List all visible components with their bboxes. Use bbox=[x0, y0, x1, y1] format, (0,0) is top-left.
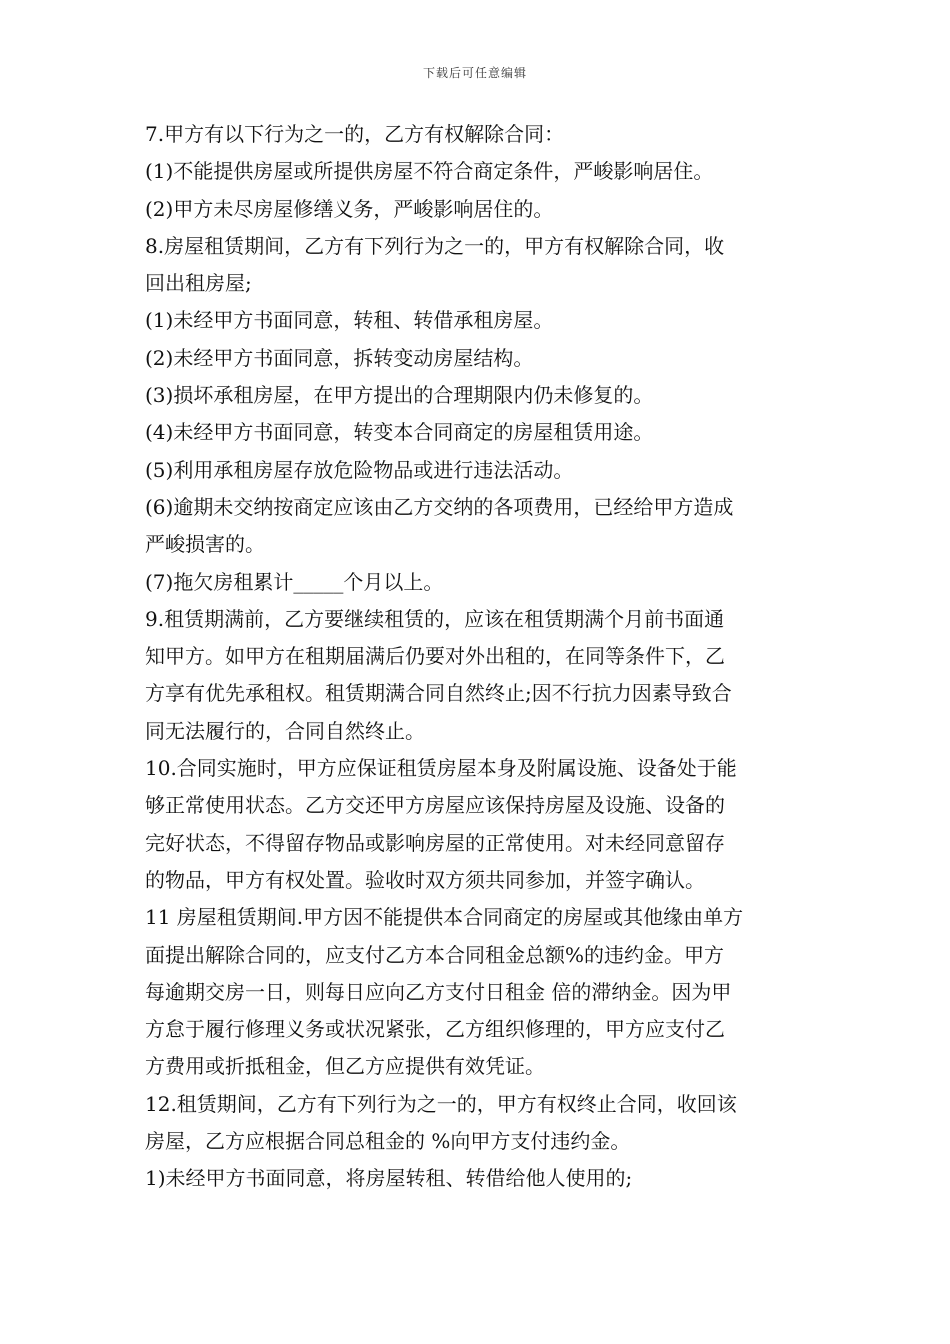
text-line: 的物品，甲方有权处置。验收时双方须共同参加，并签字确认。 bbox=[145, 867, 705, 892]
text-line: 8.房屋租赁期间，乙方有下列行为之一的，甲方有权解除合同，收 bbox=[145, 233, 725, 258]
text-line: 知甲方。如甲方在租期届满后仍要对外出租的，在同等条件下，乙 bbox=[145, 644, 725, 669]
text-line: (7)拖欠房租累计_____个月以上。 bbox=[145, 569, 444, 594]
text-line: 9.租赁期满前，乙方要继续租赁的，应该在租赁期满个月前书面通 bbox=[145, 606, 725, 631]
text-line: 12.租赁期间，乙方有下列行为之一的，甲方有权终止合同，收回该 bbox=[145, 1091, 737, 1116]
text-line: (3)损坏承租房屋，在甲方提出的合理期限内仍未修复的。 bbox=[145, 383, 654, 408]
text-line: (5)利用承租房屋存放危险物品或进行违法活动。 bbox=[145, 457, 574, 482]
page-header-note: 下载后可任意编辑 bbox=[422, 66, 527, 80]
text-line: (4)未经甲方书面同意，转变本合同商定的房屋租赁用途。 bbox=[145, 420, 654, 445]
text-line: 方费用或折抵租金，但乙方应提供有效凭证。 bbox=[145, 1054, 545, 1079]
text-line: 回出租房屋; bbox=[145, 271, 252, 296]
text-line: (2)未经甲方书面同意，拆转变动房屋结构。 bbox=[145, 345, 534, 370]
text-line: (2)甲方未尽房屋修缮义务，严峻影响居住的。 bbox=[145, 196, 554, 221]
text-line: 11 房屋租赁期间.甲方因不能提供本合同商定的房屋或其他缘由单方 bbox=[145, 905, 744, 930]
text-line: 10.合同实施时，甲方应保证租赁房屋本身及附属设施、设备处于能 bbox=[145, 756, 737, 781]
text-line: 面提出解除合同的，应支付乙方本合同租金总额%的违约金。甲方 bbox=[145, 942, 725, 967]
text-line: 够正常使用状态。乙方交还甲方房屋应该保持房屋及设施、设备的 bbox=[145, 793, 725, 818]
text-line: 每逾期交房一日，则每日应向乙方支付日租金 倍的滞纳金。因为甲 bbox=[145, 979, 732, 1004]
text-line: (6)逾期未交纳按商定应该由乙方交纳的各项费用，已经给甲方造成 bbox=[145, 494, 734, 519]
text-line: 房屋，乙方应根据合同总租金的 %向甲方支付违约金。 bbox=[145, 1129, 631, 1154]
document-body bbox=[145, 116, 810, 1198]
text-line: 同无法履行的，合同自然终止。 bbox=[145, 718, 425, 743]
text-line: 方享有优先承租权。租赁期满合同自然终止;因不行抗力因素导致合 bbox=[145, 681, 732, 706]
text-line: (1)未经甲方书面同意，转租、转借承租房屋。 bbox=[145, 308, 554, 333]
text-line: 完好状态，不得留存物品或影响房屋的正常使用。对未经同意留存 bbox=[145, 830, 725, 855]
text-line: 方怠于履行修理义务或状况紧张，乙方组织修理的，甲方应支付乙 bbox=[145, 1017, 725, 1042]
text-line: 7.甲方有以下行为之一的，乙方有权解除合同： bbox=[145, 122, 565, 146]
text-line: 1)未经甲方书面同意，将房屋转租、转借给他人使用的; bbox=[145, 1166, 633, 1191]
text-line: (1)不能提供房屋或所提供房屋不符合商定条件，严峻影响居住。 bbox=[145, 159, 714, 184]
text-line: 严峻损害的。 bbox=[145, 532, 265, 557]
